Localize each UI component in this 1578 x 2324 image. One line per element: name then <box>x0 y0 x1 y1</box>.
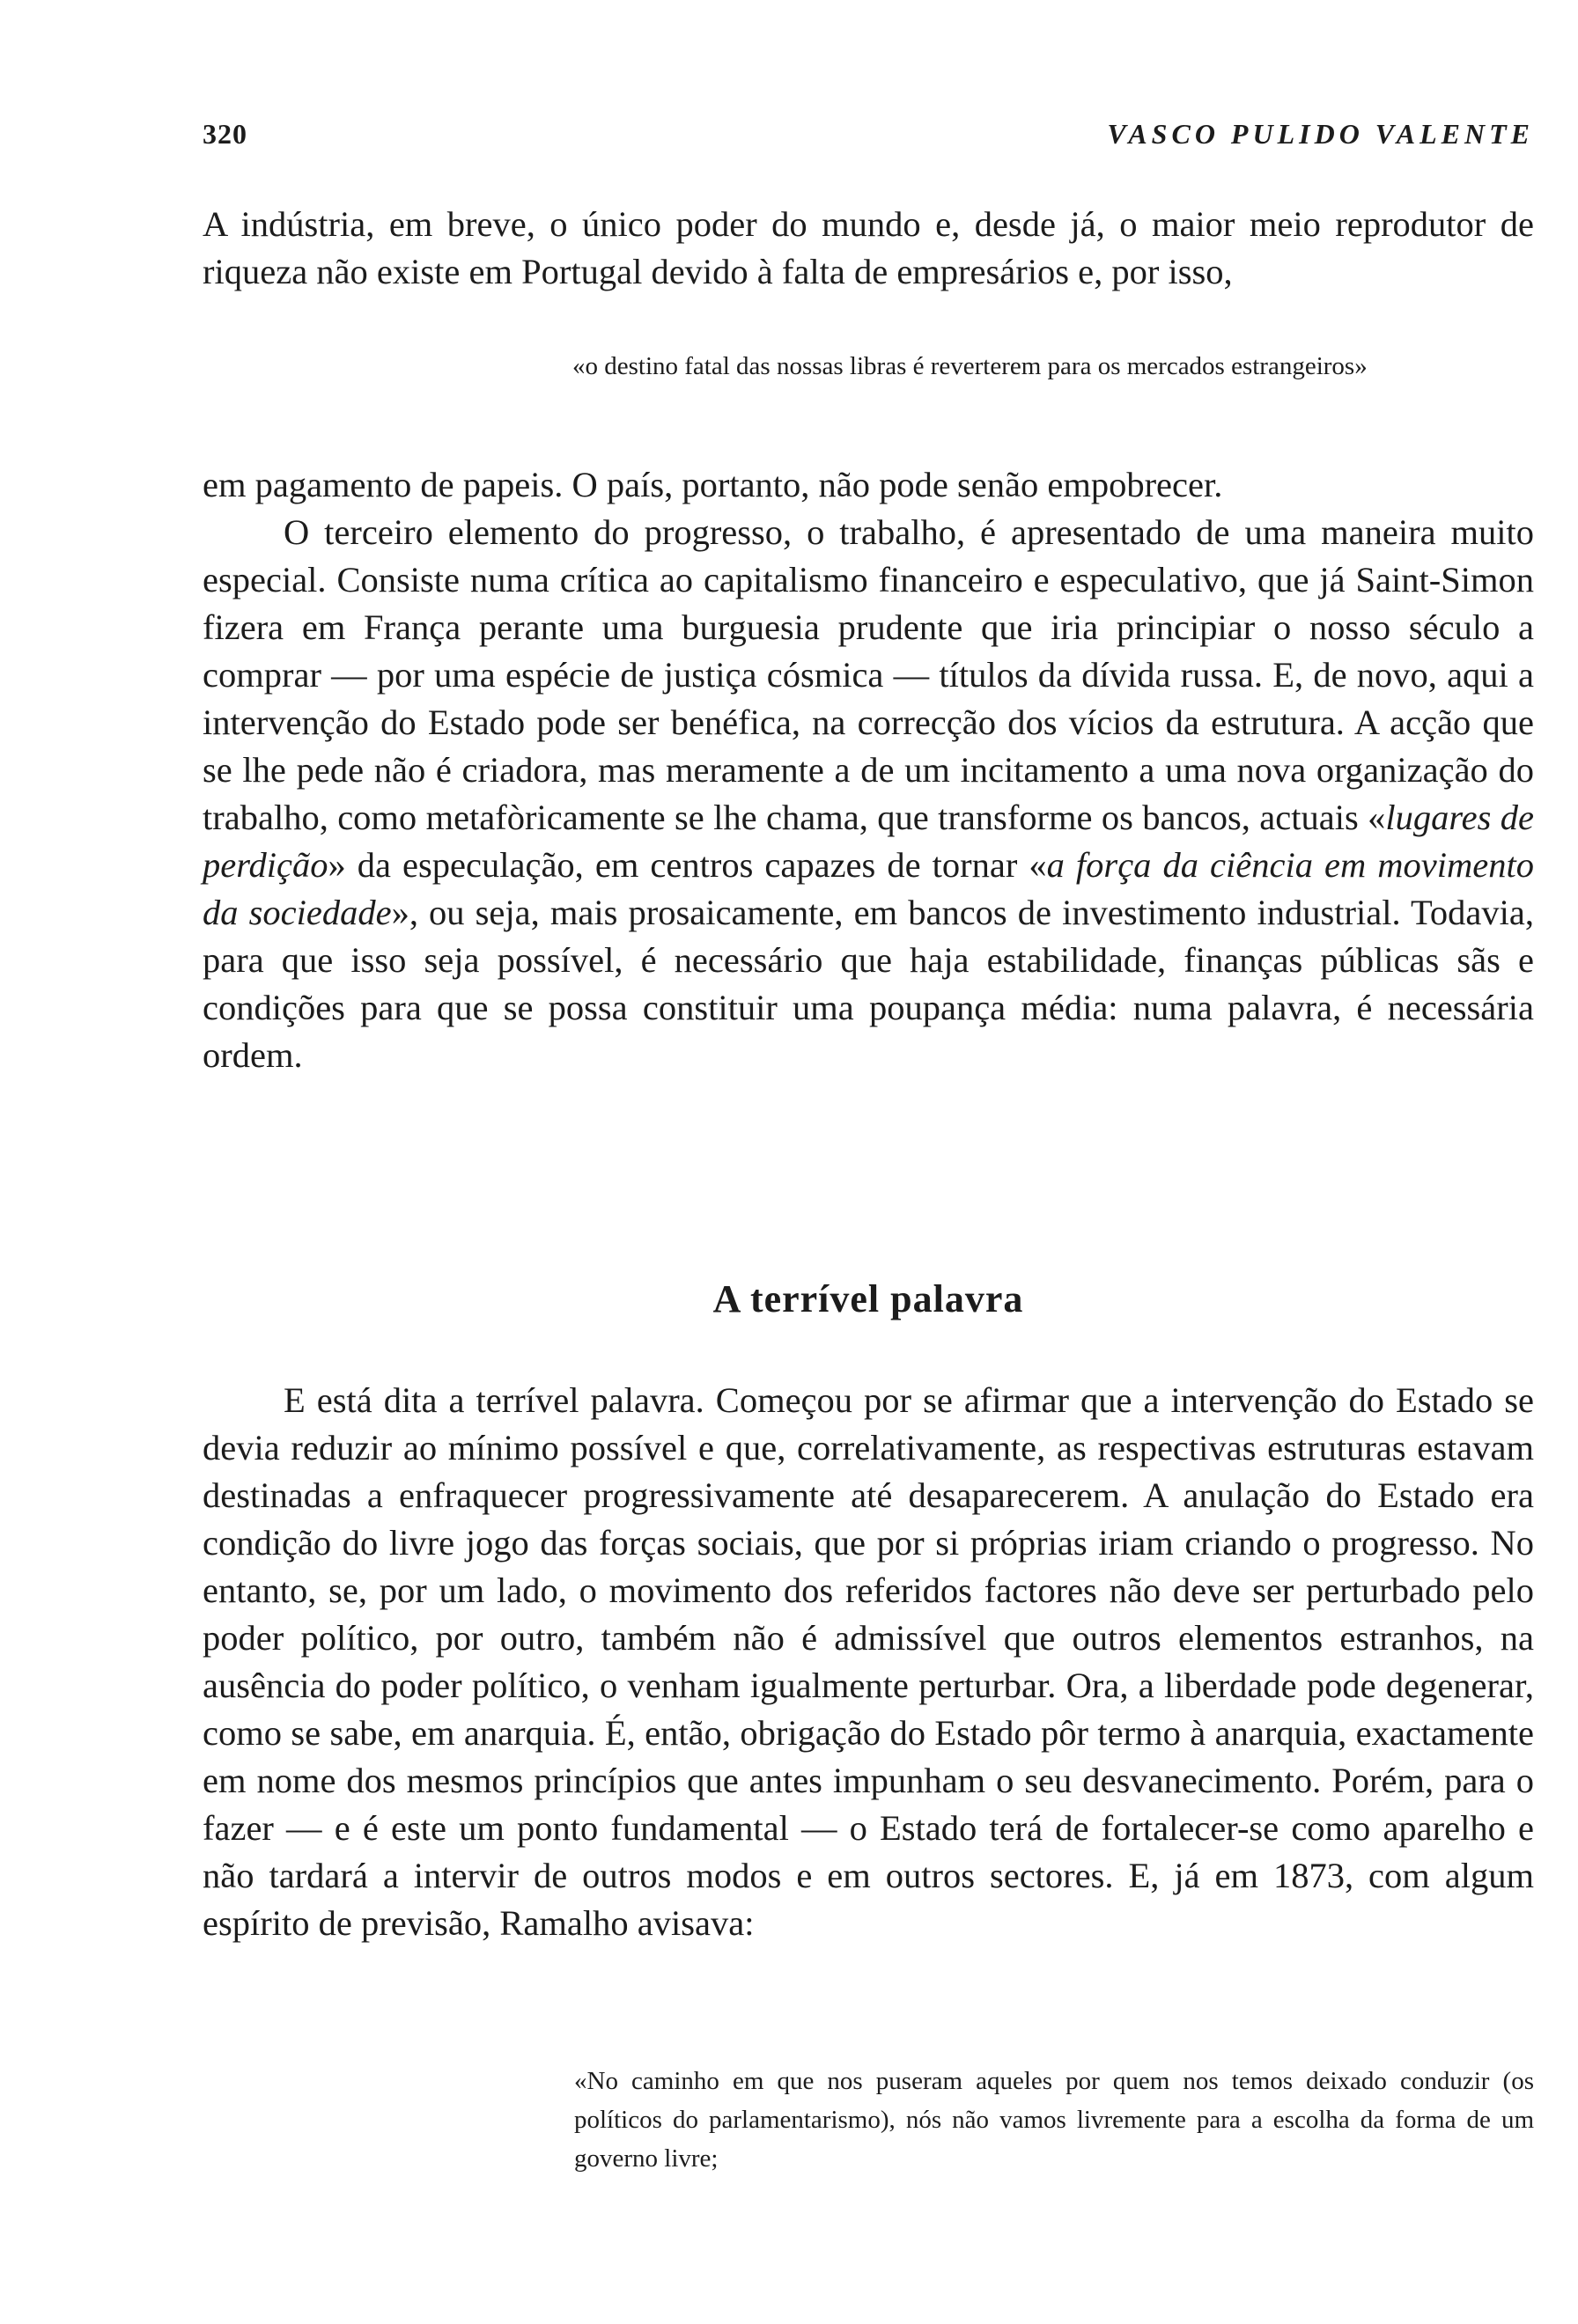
paragraph-trabalho <box>203 509 1534 1079</box>
paragraph-pagamento: em pagamento de papeis. O país, portanto, não pode senão empobrecer. <box>203 465 1223 504</box>
running-head <box>203 118 1534 162</box>
paragraph-trabalho-text-1: O terceiro elemento do progresso, o trabalho, é apresentado de uma maneira muito especial. Consiste numa crítica ao capitalismo financeiro e especulativo, que já Saint-Simon fizera em França perante uma burguesia prudente que iria principiar o nosso século a comprar — por uma espécie de justiça cósmica — títulos da dívida russa. E, de novo, aqui a intervenção do Estado pode ser benéfica, na correcção dos vícios da estrutura. A acção que se lhe pede não é criadora, mas meramente a de um incitamento a uma nova organização do trabalho, como metafòricamente se lhe chama, que transforme os bancos, actuais « <box>203 512 1534 837</box>
paragraph-industria: A indústria, em breve, o único poder do mundo e, desde já, o maior meio reprodutor de riqueza não existe em Portugal devido à falta de empresários e, por isso, <box>203 204 1534 291</box>
paragraph-terrivel-palavra: E está dita a terrível palavra. Começou por se afirmar que a intervenção do Estado se devia reduzir ao mínimo possível e que, correlativamente, as respectivas estruturas estavam destinadas a enfraquecer progressivamente até desaparecerem. A anulação do Estado era condição do livre jogo das forças sociais, que por si próprias iriam criando o progresso. No entanto, se, por um lado, o movimento dos referidos factores não deve ser perturbado pelo poder político, por outro, também não é admissível que outros elementos estranhos, na ausência do poder político, o venham igualmente perturbar. Ora, a liberdade pode degenerar, como se sabe, em anarquia. É, então, obrigação do Estado pôr termo à anarquia, exactamente em nome dos mesmos princípios que antes impunham o seu desvanecimento. Porém, para o fazer — e é este um ponto fundamental — o Estado terá de fortalecer-se como aparelho e não tardará a intervir de outros modos e em outros sectores. E, já em 1873, com algum espírito de previsão, Ramalho avisava: <box>203 1380 1534 1943</box>
paragraph-trabalho-text-2: » da especulação, em centros capazes de tornar « <box>328 845 1047 885</box>
paragraph-trabalho-text-3: », ou seja, mais prosaicamente, em bancos de investimento industrial. Todavia, para que isso seja possível, é necessário que haja estabilidade, finanças públicas sãs e condições para que se possa constituir uma poupança média: numa palavra, é necessária ordem. <box>203 893 1534 1075</box>
block-quote-libras: «o destino fatal das nossas libras é reverterem para os mercados estrangeiros» <box>572 352 1368 380</box>
section-heading: A terrível palavra <box>712 1277 1024 1320</box>
page-number: 320 <box>203 118 247 150</box>
book-page <box>203 0 1534 2324</box>
block-quote-ramalho: «No caminho em que nos puseram aqueles por quem nos temos deixado conduzir (os políticos do parlamentarismo), nós não vamos livremente para a escolha da forma de um governo livre; <box>574 2067 1534 2173</box>
author-name: VASCO PULIDO VALENTE <box>1107 118 1534 150</box>
italic-phrase-perdicao: lugares de perdição <box>203 798 1534 885</box>
italic-phrase-forca-ciencia: a força da ciência em movimento da sociedade <box>203 845 1534 932</box>
